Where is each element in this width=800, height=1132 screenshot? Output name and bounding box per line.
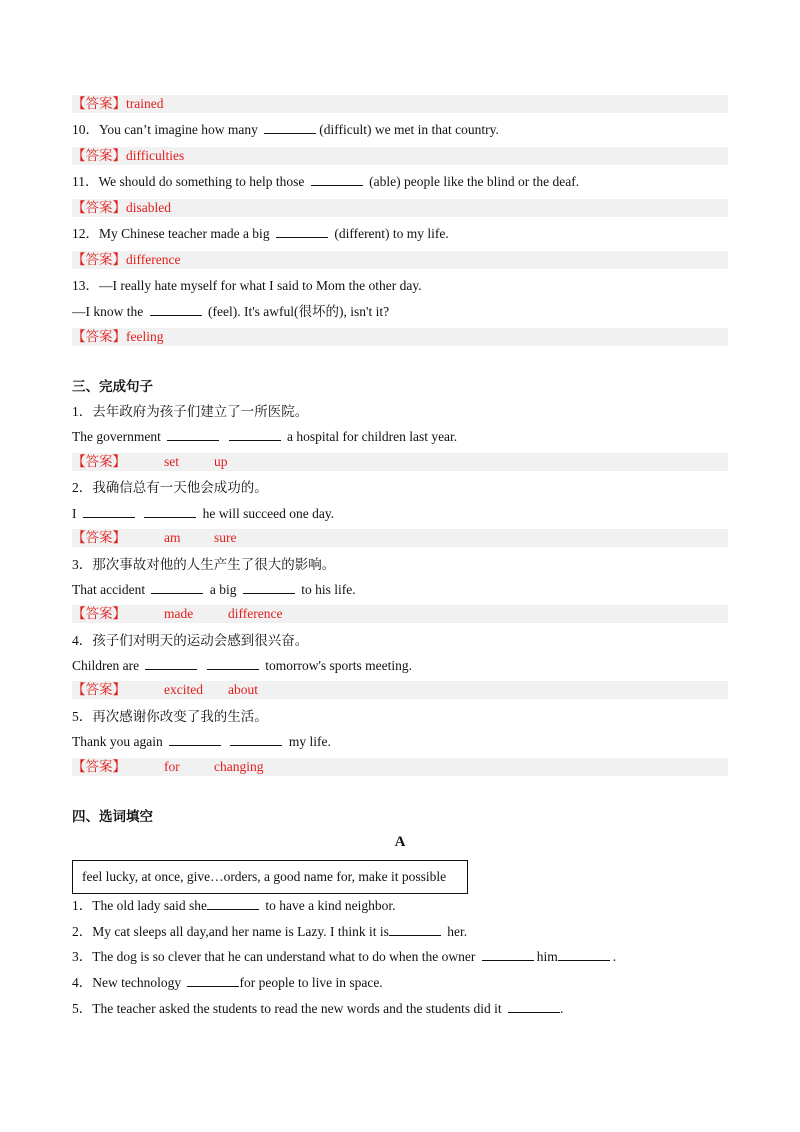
sentence-text: my life. bbox=[288, 734, 331, 749]
answer-blank[interactable] bbox=[151, 581, 203, 594]
answer-word-1: for bbox=[164, 759, 180, 774]
answer-blank[interactable] bbox=[264, 121, 316, 134]
answer-text: disabled bbox=[126, 200, 171, 215]
sentence-text: he will succeed one day. bbox=[202, 506, 335, 521]
question-number: 10． bbox=[72, 122, 99, 137]
question-number: 13． bbox=[72, 278, 99, 293]
chinese-prompt: 3．那次事故对他的人生产生了很大的影响。 bbox=[72, 557, 336, 572]
answer-row bbox=[72, 681, 728, 699]
answer-blank[interactable] bbox=[243, 581, 295, 594]
answer-word-1: made bbox=[164, 606, 194, 621]
question-text: The teacher asked the students to read the new words and the students did it bbox=[92, 1001, 502, 1016]
sentence-text: a hospital for children last year. bbox=[286, 429, 458, 444]
sentence-line bbox=[72, 732, 331, 752]
question-text: . bbox=[612, 949, 617, 964]
answer-blank[interactable] bbox=[150, 303, 202, 316]
answer-blank[interactable] bbox=[276, 225, 328, 238]
answer-word-1: set bbox=[164, 454, 179, 469]
answer-blank[interactable] bbox=[558, 948, 610, 961]
answer-row-11 bbox=[72, 199, 728, 217]
question-text: The old lady said she bbox=[92, 898, 207, 913]
question-number: 12． bbox=[72, 226, 99, 241]
question-12 bbox=[72, 224, 449, 244]
answer-word-2: up bbox=[214, 454, 228, 469]
answer-blank[interactable] bbox=[482, 948, 534, 961]
answer-blank[interactable] bbox=[83, 505, 135, 518]
question-text: (feel). It's awful(很坏的), isn't it? bbox=[208, 304, 390, 319]
answer-blank[interactable] bbox=[508, 1000, 560, 1013]
answer-label: 【答案】 bbox=[72, 252, 126, 267]
section-title: 三、完成句子 bbox=[72, 379, 153, 395]
answer-word-2: about bbox=[228, 682, 258, 697]
answer-word-2: difference bbox=[228, 606, 283, 621]
answer-row bbox=[72, 758, 728, 776]
chinese-prompt: 2．我确信总有一天他会成功的。 bbox=[72, 480, 268, 495]
fill-question-1 bbox=[72, 896, 395, 916]
question-11 bbox=[72, 172, 579, 192]
question-text: (difficult) we met in that country. bbox=[319, 122, 499, 137]
answer-row-9 bbox=[72, 95, 728, 113]
answer-row-12 bbox=[72, 251, 728, 269]
sentence-text: tomorrow's sports meeting. bbox=[265, 658, 413, 673]
question-text: The dog is so clever that he can understand what to do when the owner bbox=[92, 949, 476, 964]
question-text: (able) people like the blind or the deaf. bbox=[369, 174, 580, 189]
sentence-text: I bbox=[72, 506, 77, 521]
sentence-line bbox=[72, 504, 334, 524]
subsection-label: A bbox=[394, 834, 406, 850]
question-text: My Chinese teacher made a big bbox=[99, 226, 270, 241]
answer-row bbox=[72, 605, 728, 623]
answer-blank[interactable] bbox=[207, 657, 259, 670]
answer-blank[interactable] bbox=[144, 505, 196, 518]
answer-text: difficulties bbox=[126, 148, 185, 163]
question-13 bbox=[72, 276, 422, 296]
answer-word-2: sure bbox=[214, 530, 237, 545]
answer-text: feeling bbox=[126, 329, 164, 344]
answer-blank[interactable] bbox=[169, 733, 221, 746]
question-text: New technology bbox=[92, 975, 182, 990]
sentence-text: That accident bbox=[72, 582, 146, 597]
question-text: . bbox=[560, 1001, 564, 1016]
section-title: 四、选词填空 bbox=[72, 809, 153, 825]
answer-blank[interactable] bbox=[187, 974, 239, 987]
answer-blank[interactable] bbox=[229, 428, 281, 441]
question-text: —I really hate myself for what I said to Mom the other day. bbox=[99, 278, 422, 293]
answer-row bbox=[72, 453, 728, 471]
answer-blank[interactable] bbox=[230, 733, 282, 746]
question-text: to have a kind neighbor. bbox=[265, 898, 396, 913]
question-text: You can’t imagine how many bbox=[99, 122, 258, 137]
sentence-text: Children are bbox=[72, 658, 140, 673]
answer-row-13 bbox=[72, 328, 728, 346]
answer-label: 【答案】 bbox=[72, 96, 126, 111]
answer-word-1: excited bbox=[164, 682, 203, 697]
answer-blank[interactable] bbox=[389, 923, 441, 936]
chinese-prompt: 5．再次感谢你改变了我的生活。 bbox=[72, 709, 268, 724]
answer-text: trained bbox=[126, 96, 164, 111]
fill-question-2 bbox=[72, 922, 467, 942]
answer-label: 【答案】 bbox=[72, 200, 126, 215]
question-text: —I know the bbox=[72, 304, 144, 319]
question-10 bbox=[72, 120, 499, 140]
answer-row-10 bbox=[72, 147, 728, 165]
fill-question-5 bbox=[72, 999, 563, 1019]
question-text: (different) to my life. bbox=[334, 226, 449, 241]
question-13-line2 bbox=[72, 302, 389, 322]
question-number: 2． bbox=[72, 924, 93, 939]
chinese-prompt: 1．去年政府为孩子们建立了一所医院。 bbox=[72, 404, 309, 419]
answer-label: 【答案】 bbox=[72, 606, 126, 621]
answer-word-2: changing bbox=[214, 759, 264, 774]
sentence-line bbox=[72, 427, 457, 447]
sentence-text: to his life. bbox=[301, 582, 356, 597]
answer-text: difference bbox=[126, 252, 181, 267]
answer-label: 【答案】 bbox=[72, 454, 126, 469]
sentence-text: a big bbox=[209, 582, 237, 597]
question-text: for people to live in space. bbox=[239, 975, 383, 990]
sentence-text: The government bbox=[72, 429, 161, 444]
answer-label: 【答案】 bbox=[72, 530, 126, 545]
fill-question-4 bbox=[72, 973, 383, 993]
question-text: her. bbox=[447, 924, 468, 939]
answer-blank[interactable] bbox=[311, 173, 363, 186]
answer-blank[interactable] bbox=[145, 657, 197, 670]
question-number: 3． bbox=[72, 949, 93, 964]
sentence-line bbox=[72, 580, 356, 600]
question-text: We should do something to help those bbox=[98, 174, 305, 189]
answer-label: 【答案】 bbox=[72, 682, 126, 697]
answer-row bbox=[72, 529, 728, 547]
fill-question-3 bbox=[72, 947, 616, 967]
answer-word-1: am bbox=[164, 530, 181, 545]
answer-label: 【答案】 bbox=[72, 148, 126, 163]
answer-label: 【答案】 bbox=[72, 329, 126, 344]
answer-label: 【答案】 bbox=[72, 759, 126, 774]
question-text: My cat sleeps all day,and her name is Lazy. I think it is bbox=[92, 924, 389, 939]
question-text: him bbox=[536, 949, 558, 964]
answer-blank[interactable] bbox=[207, 897, 259, 910]
question-number: 4． bbox=[72, 975, 93, 990]
sentence-text: Thank you again bbox=[72, 734, 163, 749]
word-bank-box: feel lucky, at once, give…orders, a good name for, make it possible bbox=[72, 860, 468, 894]
question-number: 1． bbox=[72, 898, 93, 913]
question-number: 11． bbox=[72, 174, 99, 189]
chinese-prompt: 4．孩子们对明天的运动会感到很兴奋。 bbox=[72, 633, 309, 648]
answer-blank[interactable] bbox=[167, 428, 219, 441]
sentence-line bbox=[72, 656, 412, 676]
question-number: 5． bbox=[72, 1001, 93, 1016]
